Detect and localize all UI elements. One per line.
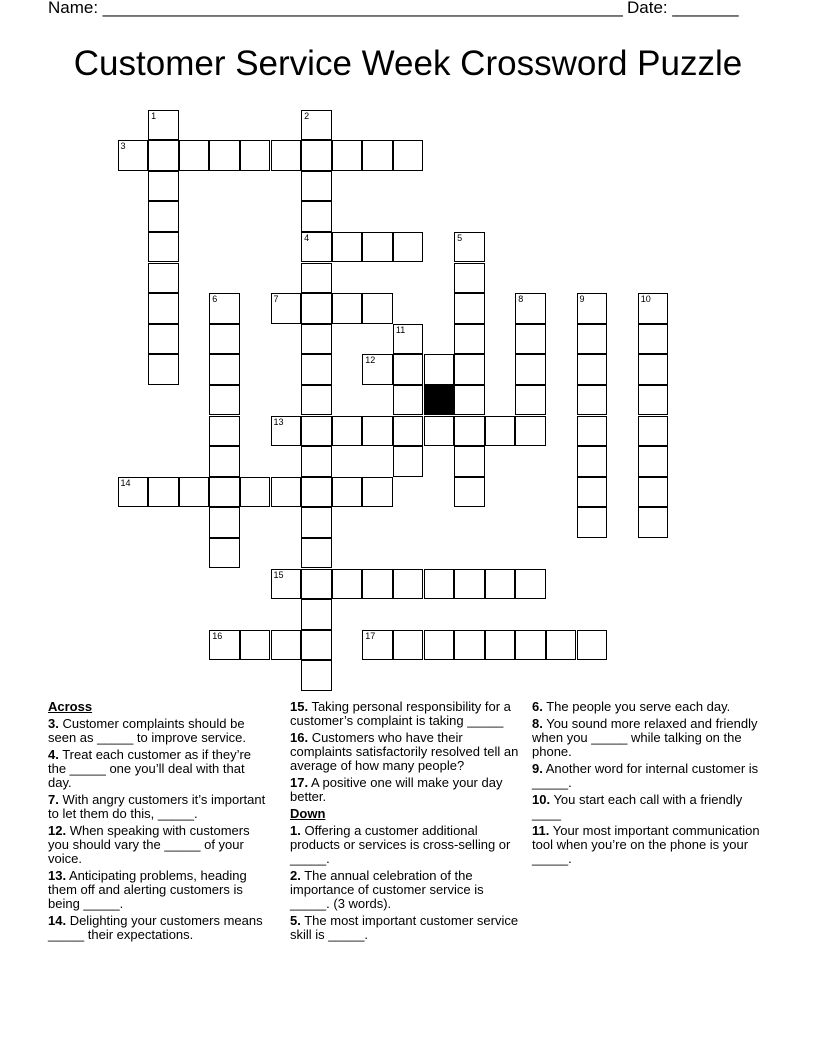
cell-number: 2 xyxy=(304,110,310,121)
grid-cell[interactable] xyxy=(424,354,455,385)
grid-cell[interactable] xyxy=(393,385,424,416)
cell-number: 3 xyxy=(120,141,126,152)
clue-item xyxy=(48,748,270,790)
clue-item xyxy=(48,793,270,821)
cell-number: 14 xyxy=(120,477,131,488)
grid-cell[interactable] xyxy=(301,385,332,416)
clue-item xyxy=(48,717,270,745)
grid-cell[interactable] xyxy=(577,477,608,508)
grid-cell[interactable] xyxy=(362,630,393,661)
grid-cell[interactable] xyxy=(301,232,332,263)
grid-cell[interactable] xyxy=(179,140,210,171)
clue-number: 9. xyxy=(532,761,543,776)
grid-cell[interactable] xyxy=(515,324,546,355)
clue-number: 15. xyxy=(290,699,309,714)
grid-cell[interactable] xyxy=(301,354,332,385)
grid-cell[interactable] xyxy=(515,293,546,324)
grid-cell[interactable] xyxy=(638,416,669,447)
grid-cell[interactable] xyxy=(393,416,424,447)
clue-text: Offering a customer additional products or services is cross-selling or _____. xyxy=(290,823,511,866)
grid-cell[interactable] xyxy=(454,232,485,263)
grid-cell[interactable] xyxy=(332,140,363,171)
grid-cell[interactable] xyxy=(638,477,669,508)
grid-cell[interactable] xyxy=(209,630,240,661)
down-heading: Down xyxy=(290,806,326,821)
clue-text: Treat each customer as if they’re the _____ one you’ll deal with that day. xyxy=(48,747,252,790)
grid-cell[interactable] xyxy=(209,538,240,569)
clue-text: Anticipating problems, heading them off and alerting customers is being _____. xyxy=(48,868,247,911)
clue-number: 10. xyxy=(532,792,551,807)
grid-cell[interactable] xyxy=(454,416,485,447)
grid-cell[interactable] xyxy=(638,324,669,355)
clue-number: 17. xyxy=(290,775,309,790)
grid-cell[interactable] xyxy=(209,477,240,508)
grid-cell[interactable] xyxy=(362,140,393,171)
grid-cell[interactable] xyxy=(271,140,302,171)
grid-cell[interactable] xyxy=(301,110,332,141)
grid-cell[interactable] xyxy=(301,263,332,294)
grid-cell[interactable] xyxy=(301,477,332,508)
grid-cell[interactable] xyxy=(209,385,240,416)
grid-cell[interactable] xyxy=(209,354,240,385)
grid-cell[interactable] xyxy=(454,385,485,416)
grid-cell[interactable] xyxy=(577,416,608,447)
grid-cell[interactable] xyxy=(301,140,332,171)
clues-column-1 xyxy=(48,700,270,945)
name-field-label: Name: _______________________________________________________ xyxy=(48,0,623,17)
grid-cell[interactable] xyxy=(301,446,332,477)
grid-cell[interactable] xyxy=(454,354,485,385)
grid-cell[interactable] xyxy=(332,569,363,600)
clue-item xyxy=(532,824,764,866)
grid-cell[interactable] xyxy=(148,293,179,324)
grid-cell[interactable] xyxy=(301,507,332,538)
clue-text: The annual celebration of the importance of customer service is _____. (3 words). xyxy=(290,868,484,911)
clue-text: Delighting your customers means _____ their expectations. xyxy=(48,913,263,942)
grid-cell[interactable] xyxy=(148,232,179,263)
clue-item xyxy=(290,824,522,866)
grid-cell[interactable] xyxy=(638,446,669,477)
grid-cell[interactable] xyxy=(515,354,546,385)
clue-number: 4. xyxy=(48,747,59,762)
clue-text: Your most important communication tool when you’re on the phone is your _____. xyxy=(532,823,760,866)
clue-text: The most important customer service skill is _____. xyxy=(290,913,519,942)
grid-cell[interactable] xyxy=(209,416,240,447)
clue-text: With angry customers it’s important to let them do this, _____. xyxy=(48,792,266,821)
grid-cell[interactable] xyxy=(393,354,424,385)
grid-cell[interactable] xyxy=(362,232,393,263)
clue-item xyxy=(290,914,522,942)
grid-cell[interactable] xyxy=(118,140,149,171)
grid-cell[interactable] xyxy=(638,385,669,416)
grid-cell[interactable] xyxy=(393,630,424,661)
clue-text: Another word for internal customer is _____. xyxy=(532,761,759,790)
cell-number: 16 xyxy=(212,630,223,641)
across-heading: Across xyxy=(48,699,93,714)
clue-text: You start each call with a friendly ____ xyxy=(532,792,743,821)
grid-cell[interactable] xyxy=(301,599,332,630)
clue-item xyxy=(48,869,270,911)
grid-cell[interactable] xyxy=(301,660,332,691)
grid-cell[interactable] xyxy=(638,507,669,538)
grid-cell[interactable] xyxy=(148,354,179,385)
grid-cell[interactable] xyxy=(424,416,455,447)
grid-cell[interactable] xyxy=(148,171,179,202)
grid-cell[interactable] xyxy=(148,201,179,232)
grid-cell[interactable] xyxy=(301,416,332,447)
grid-cell[interactable] xyxy=(148,263,179,294)
grid-cell[interactable] xyxy=(577,630,608,661)
grid-cell[interactable] xyxy=(362,416,393,447)
clue-number: 5. xyxy=(290,913,301,928)
grid-cell[interactable] xyxy=(301,171,332,202)
grid-cell[interactable] xyxy=(148,477,179,508)
grid-cell[interactable] xyxy=(485,630,516,661)
grid-cell[interactable] xyxy=(454,293,485,324)
cell-number: 13 xyxy=(273,416,284,427)
grid-cell[interactable] xyxy=(515,416,546,447)
grid-cell[interactable] xyxy=(301,630,332,661)
clue-item xyxy=(532,793,764,821)
grid-cell[interactable] xyxy=(577,385,608,416)
grid-cell[interactable] xyxy=(148,110,179,141)
grid-cell[interactable] xyxy=(240,140,271,171)
grid-cell[interactable] xyxy=(393,232,424,263)
grid-cell[interactable] xyxy=(362,477,393,508)
cell-number: 12 xyxy=(365,355,376,366)
grid-cell[interactable] xyxy=(301,201,332,232)
cell-number: 7 xyxy=(273,294,279,305)
clue-number: 11. xyxy=(532,823,550,838)
grid-cell[interactable] xyxy=(179,477,210,508)
grid-cell[interactable] xyxy=(577,324,608,355)
grid-cell[interactable] xyxy=(454,324,485,355)
grid-cell[interactable] xyxy=(393,446,424,477)
grid-cell[interactable] xyxy=(148,140,179,171)
cell-number: 10 xyxy=(640,294,651,305)
grid-cell[interactable] xyxy=(638,354,669,385)
clue-item xyxy=(290,731,522,773)
grid-cell[interactable] xyxy=(485,569,516,600)
grid-cell[interactable] xyxy=(209,293,240,324)
page-title: Customer Service Week Crossword Puzzle xyxy=(73,44,743,83)
grid-cell[interactable] xyxy=(271,293,302,324)
grid-cell[interactable] xyxy=(301,569,332,600)
grid-cell[interactable] xyxy=(454,263,485,294)
grid-cell[interactable] xyxy=(332,232,363,263)
grid-cell[interactable] xyxy=(577,446,608,477)
clue-item xyxy=(48,824,270,866)
grid-cell[interactable] xyxy=(271,416,302,447)
clue-text: Customers who have their complaints satisfactorily resolved tell an average of how many people? xyxy=(290,730,519,773)
grid-cell[interactable] xyxy=(209,140,240,171)
grid-cell[interactable] xyxy=(271,630,302,661)
cell-number: 5 xyxy=(457,232,463,243)
grid-cell[interactable] xyxy=(515,569,546,600)
grid-cell[interactable] xyxy=(362,569,393,600)
cell-number: 11 xyxy=(395,324,406,335)
date-field-label: Date: _______ xyxy=(627,0,739,17)
grid-cell[interactable] xyxy=(362,354,393,385)
grid-cell[interactable] xyxy=(577,507,608,538)
clue-number: 1. xyxy=(290,823,301,838)
clue-item xyxy=(532,700,764,714)
grid-block xyxy=(424,385,455,416)
grid-cell[interactable] xyxy=(577,293,608,324)
grid-cell[interactable] xyxy=(271,569,302,600)
clue-number: 6. xyxy=(532,699,543,714)
grid-cell[interactable] xyxy=(240,477,271,508)
grid-cell[interactable] xyxy=(209,446,240,477)
cell-number: 4 xyxy=(304,232,310,243)
clue-item xyxy=(290,700,522,728)
clue-text: Taking personal responsibility for a customer’s complaint is taking _____ xyxy=(290,699,511,728)
grid-cell[interactable] xyxy=(577,354,608,385)
grid-cell[interactable] xyxy=(424,630,455,661)
cell-number: 6 xyxy=(212,294,218,305)
grid-cell[interactable] xyxy=(271,477,302,508)
grid-cell[interactable] xyxy=(332,416,363,447)
grid-cell[interactable] xyxy=(362,293,393,324)
grid-cell[interactable] xyxy=(546,630,577,661)
grid-cell[interactable] xyxy=(209,324,240,355)
clue-number: 12. xyxy=(48,823,67,838)
grid-cell[interactable] xyxy=(454,477,485,508)
clue-item xyxy=(532,762,764,790)
grid-cell[interactable] xyxy=(332,477,363,508)
clue-item xyxy=(290,776,522,804)
clue-text: A positive one will make your day better. xyxy=(290,775,503,804)
grid-cell[interactable] xyxy=(638,293,669,324)
grid-cell[interactable] xyxy=(209,507,240,538)
clue-text: You sound more relaxed and friendly when you _____ while talking on the phone. xyxy=(532,716,758,759)
grid-cell[interactable] xyxy=(393,569,424,600)
grid-cell[interactable] xyxy=(515,385,546,416)
grid-cell[interactable] xyxy=(148,324,179,355)
grid-cell[interactable] xyxy=(301,293,332,324)
clue-item xyxy=(532,717,764,759)
clue-number: 13. xyxy=(48,868,67,883)
grid-cell[interactable] xyxy=(454,569,485,600)
grid-cell[interactable] xyxy=(424,569,455,600)
cell-number: 17 xyxy=(365,630,376,641)
grid-cell[interactable] xyxy=(118,477,149,508)
clue-text: Customer complaints should be seen as _____ to improve service. xyxy=(48,716,246,745)
grid-cell[interactable] xyxy=(454,630,485,661)
clue-number: 2. xyxy=(290,868,301,883)
clue-item xyxy=(48,914,270,942)
clue-number: 7. xyxy=(48,792,59,807)
cell-number: 8 xyxy=(518,294,524,305)
cell-number: 15 xyxy=(273,569,284,580)
clue-number: 3. xyxy=(48,716,59,731)
grid-cell[interactable] xyxy=(332,293,363,324)
clue-item xyxy=(290,869,522,911)
clue-number: 8. xyxy=(532,716,543,731)
cell-number: 1 xyxy=(151,110,157,121)
grid-cell[interactable] xyxy=(515,630,546,661)
grid-cell[interactable] xyxy=(301,538,332,569)
grid-cell[interactable] xyxy=(393,140,424,171)
grid-cell[interactable] xyxy=(454,446,485,477)
grid-cell[interactable] xyxy=(393,324,424,355)
cell-number: 9 xyxy=(579,294,585,305)
grid-cell[interactable] xyxy=(240,630,271,661)
grid-cell[interactable] xyxy=(485,416,516,447)
clue-number: 16. xyxy=(290,730,309,745)
clue-number: 14. xyxy=(48,913,67,928)
clues-column-3 xyxy=(532,700,764,869)
clue-text: The people you serve each day. xyxy=(542,699,731,714)
clues-column-2 xyxy=(290,700,522,945)
clue-text: When speaking with customers you should vary the _____ of your voice. xyxy=(48,823,250,866)
grid-cell[interactable] xyxy=(301,324,332,355)
